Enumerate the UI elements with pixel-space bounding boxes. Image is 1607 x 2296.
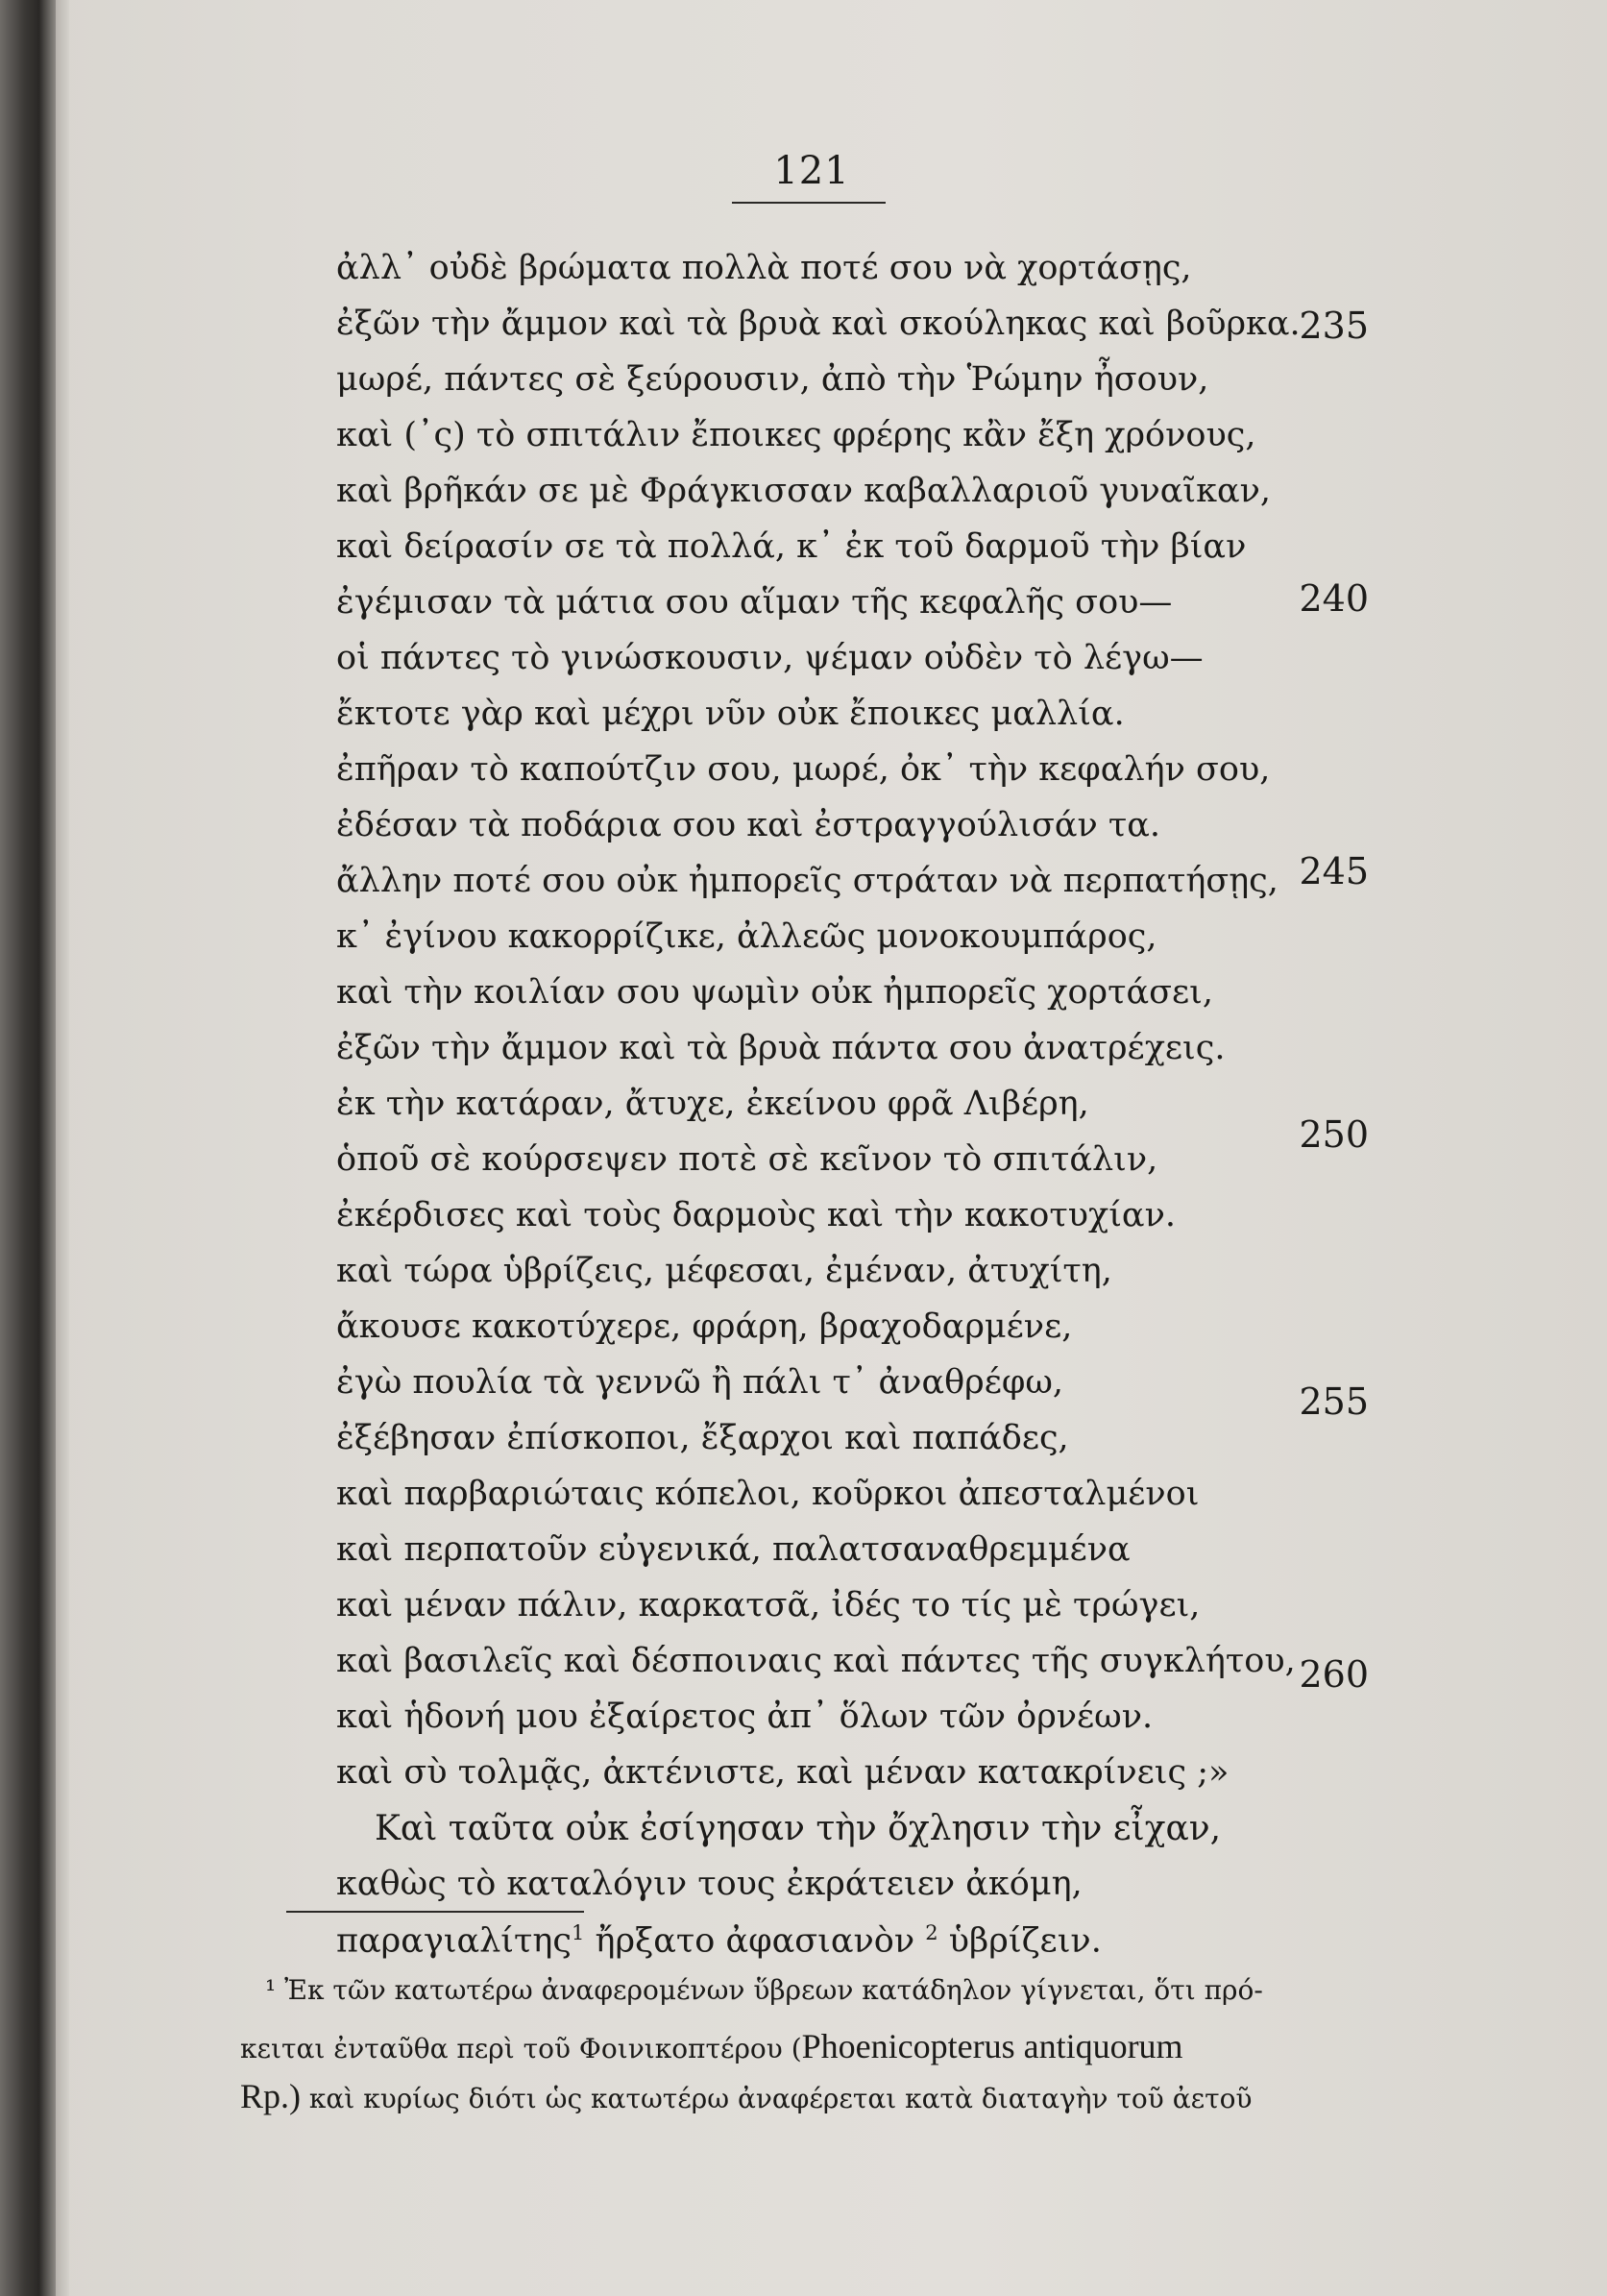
text-fragment: ὑβρίζειν.: [937, 1921, 1102, 1961]
footnote-marker: ¹: [265, 1974, 277, 2006]
page-number: 121: [773, 149, 850, 193]
text-line: ὁποῦ σὲ κούρσεψεν ποτὲ σὲ κεῖνον τὸ σπιτάλιν,: [336, 1140, 1158, 1179]
text-line: ἄκουσε κακοτύχερε, φράρη, βραχοδαρμένε,: [336, 1307, 1073, 1346]
text-line: καὶ (᾿ς) τὸ σπιτάλιν ἔποικες φρέρης κἂν ἔξη χρόνους,: [336, 416, 1256, 454]
text-line: ἔκτοτε γὰρ καὶ μέχρι νῦν οὐκ ἔποικες μαλλία.: [336, 695, 1125, 733]
line-number: 260: [1299, 1653, 1369, 1696]
text-line: καὶ τώρα ὑβρίζεις, μέφεσαι, ἐμέναν, ἀτυχίτη,: [336, 1252, 1112, 1290]
text-fragment: ἤρξατο ἀφασιανὸν: [584, 1921, 915, 1961]
text-line: ἐγὼ πουλία τὰ γεννῶ ἢ πάλι τ᾿ ἀναθρέφω,: [336, 1363, 1064, 1402]
text-line: ἐξέβησαν ἐπίσκοποι, ἔξαρχοι καὶ παπάδες,: [336, 1419, 1069, 1457]
footnote-text: καὶ κυρίως διότι ὡς κατωτέρω ἀναφέρεται κατὰ διαταγὴν τοῦ ἀετοῦ: [301, 2083, 1253, 2114]
book-spine: [0, 0, 56, 2296]
line-number: 250: [1299, 1113, 1369, 1156]
footnote-text: Ἐκ τῶν κατωτέρω ἀναφερομένων ὕβρεων κατάδηλον γίγνεται, ὅτι πρό-: [284, 1974, 1263, 2006]
text-line: ἐγέμισαν τὰ μάτια σου αἵμαν τῆς κεφαλῆς σου—: [336, 583, 1173, 622]
page-gutter: [56, 0, 69, 2296]
text-line: ἄλλην ποτέ σου οὐκ ἠμπορεῖς στράταν νὰ περπατήσῃς,: [336, 862, 1278, 900]
text-fragment: παραγιαλίτης: [336, 1921, 572, 1961]
text-line: ἐδέσαν τὰ ποδάρια σου καὶ ἐστραγγούλισάν τα.: [336, 806, 1160, 844]
header-rule: [732, 202, 886, 204]
text-line: καὶ τὴν κοιλίαν σου ψωμὶν οὐκ ἠμπορεῖς χορτάσει,: [336, 973, 1213, 1012]
paragraph-line: Καὶ ταῦτα οὐκ ἐσίγησαν τὴν ὄχλησιν τὴν εἶχαν,: [375, 1809, 1222, 1848]
text-line: καὶ μέναν πάλιν, καρκατσᾶ, ἰδές το τίς μὲ τρώγει,: [336, 1586, 1201, 1624]
text-line: [336, 1923, 1102, 1959]
footnote-mark: 1: [571, 1921, 585, 1944]
text-line: καθὼς τὸ καταλόγιν τους ἐκράτειεν ἀκόμη,: [336, 1865, 1083, 1903]
text-line: μωρέ, πάντες σὲ ξεύρουσιν, ἀπὸ τὴν Ῥώμην ἦσουν,: [336, 360, 1209, 399]
text-line: ἐξῶν τὴν ἄμμον καὶ τὰ βρυὰ πάντα σου ἀνατρέχεις.: [336, 1029, 1226, 1067]
line-number: 255: [1299, 1380, 1369, 1423]
text-line: καὶ ἡδονή μου ἐξαίρετος ἀπ᾿ ὅλων τῶν ὀρνέων.: [336, 1698, 1154, 1736]
text-line: καὶ περπατοῦν εὐγενικά, παλατσαναθρεμμένα: [336, 1530, 1131, 1569]
footnote-rule: [286, 1911, 584, 1913]
text-line: καὶ βρῆκάν σε μὲ Φράγκισσαν καβαλλαριοῦ γυναῖκαν,: [336, 472, 1271, 510]
footnote-line: [240, 2079, 1253, 2113]
line-number: 245: [1299, 850, 1369, 892]
text-line: ἐκέρδισες καὶ τοὺς δαρμοὺς καὶ τὴν κακοτυχίαν.: [336, 1196, 1176, 1234]
footnote-latin-text: Rp.): [240, 2077, 301, 2115]
text-line: ἀλλ᾿ οὐδὲ βρώματα πολλὰ ποτέ σου νὰ χορτάσῃς,: [336, 249, 1192, 287]
text-line: καὶ παρβαριώταις κόπελοι, κοῦρκοι ἀπεσταλμένοι: [336, 1475, 1200, 1513]
text-line: κ᾿ ἐγίνου κακορρίζικε, ἀλλεῶς μονοκουμπάρος,: [336, 917, 1157, 956]
footnote-line: [240, 2029, 1183, 2064]
text-line: καὶ δείρασίν σε τὰ πολλά, κ᾿ ἐκ τοῦ δαρμοῦ τὴν βίαν: [336, 527, 1247, 566]
text-line: καὶ σὺ τολμᾷς, ἀκτένιστε, καὶ μέναν κατακρίνεις ;»: [336, 1753, 1230, 1792]
footnote-line: [265, 1974, 1263, 2006]
text-line: καὶ βασιλεῖς καὶ δέσποιναις καὶ πάντες τῆς συγκλήτου,: [336, 1642, 1296, 1680]
text-line: ἐπῆραν τὸ καπούτζιν σου, μωρέ, ὀκ᾿ τὴν κεφαλήν σου,: [336, 750, 1271, 789]
text-line: ἐκ τὴν κατάραν, ἄτυχε, ἐκείνου φρᾶ Λιβέρη,: [336, 1085, 1089, 1123]
footnote-mark: 2: [925, 1921, 938, 1944]
footnote-text: κειται ἐνταῦθα περὶ τοῦ Φοινικοπτέρου (: [240, 2033, 802, 2064]
text-line: ἐξῶν τὴν ἄμμον καὶ τὰ βρυὰ καὶ σκούληκας καὶ βοῦρκα.: [336, 305, 1301, 343]
footnote-latin-text: Phoenicopterus antiquorum: [801, 2027, 1183, 2065]
text-line: οἱ πάντες τὸ γινώσκουσιν, ψέμαν οὐδὲν τὸ λέγω—: [336, 639, 1204, 677]
line-number: 235: [1299, 305, 1369, 347]
line-number: 240: [1299, 577, 1369, 620]
